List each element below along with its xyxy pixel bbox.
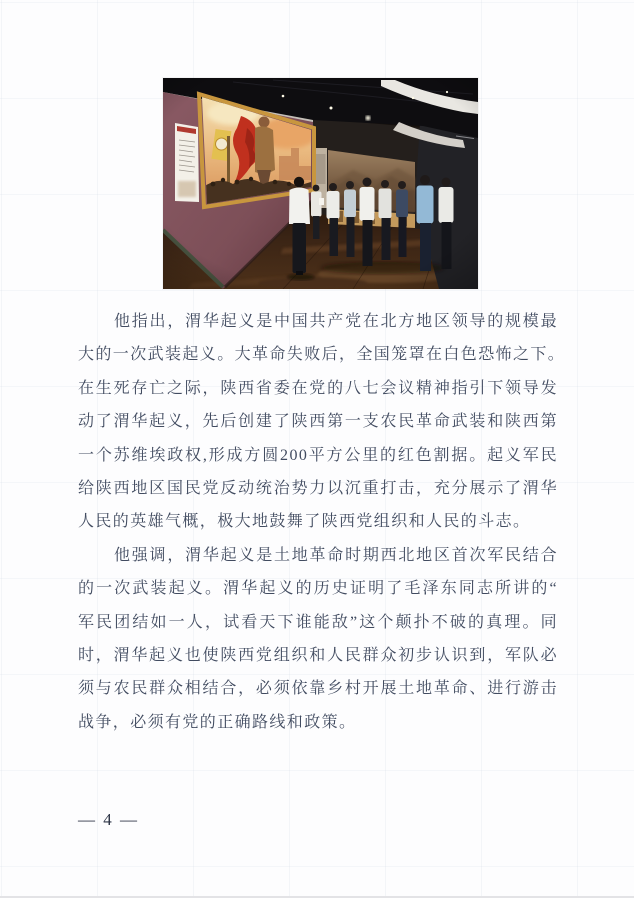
text-line: 他强调，渭华起义是土地革命时期西北地区首次军民结合 (114, 546, 558, 564)
text-line: 在生死存亡之际，陕西省委在党的八七会议精神指引下领导发 (78, 379, 558, 397)
text-line: 他指出，渭华起义是中国共产党在北方地区领导的规模最 (114, 313, 558, 330)
text-line: 给陕西地区国民党反动统治势力以沉重打击，充分展示了渭华 (78, 479, 558, 497)
text-line: 一个苏维埃政权,形成方圆200平方公里的红色割据。起义军民 (78, 446, 558, 464)
photo-vignette (163, 78, 478, 289)
exhibition-hall-photo (163, 78, 478, 289)
text-line: 人民的英雄气概，极大地鼓舞了陕西党组织和人民的斗志。 (78, 513, 531, 531)
body-text (78, 305, 566, 739)
text-line: 战争，必须有党的正确路线和政策。 (78, 713, 357, 731)
text-line: 时，渭华起义也使陕西党组织和人民群众初步认识到，军队必 (78, 646, 558, 664)
text-line: 的一次武装起义。渭华起义的历史证明了毛泽东同志所讲的“ (78, 580, 558, 598)
paragraph-1 (78, 305, 566, 539)
page-number: — 4 — (78, 810, 139, 829)
text-line: 军民团结如一人，试看天下谁能敌”这个颠扑不破的真理。同 (78, 613, 558, 631)
text-line: 须与农民群众相结合，必须依靠乡村开展土地革命、进行游击 (78, 680, 558, 698)
text-line: 动了渭华起义，先后创建了陕西第一支农民革命武装和陕西第 (78, 413, 558, 431)
text-line: 大的一次武装起义。大革命失败后，全国笼罩在白色恐怖之下。 (78, 346, 566, 364)
paragraph-2 (78, 539, 558, 739)
